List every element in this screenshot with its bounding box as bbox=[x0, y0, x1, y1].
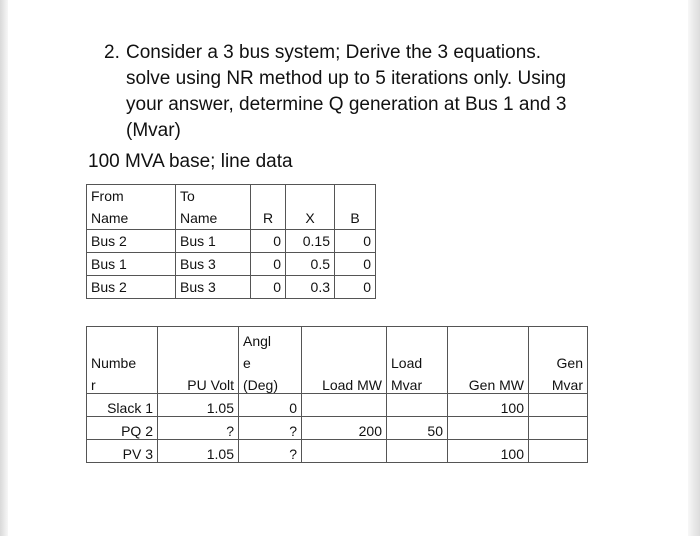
header-number-a: Numbe bbox=[87, 349, 158, 371]
cell-pu-volt: 1.05 bbox=[158, 394, 239, 417]
cell-to: Bus 1 bbox=[176, 230, 251, 253]
cell-x: 0.3 bbox=[286, 276, 335, 299]
line-header-row-bottom bbox=[87, 207, 376, 230]
problem-statement bbox=[104, 40, 624, 144]
header-x-spacer bbox=[286, 185, 335, 208]
cell-number: PQ 2 bbox=[87, 417, 158, 440]
line-header-row-top bbox=[87, 185, 376, 208]
cell-to: Bus 3 bbox=[176, 253, 251, 276]
cell-load-mvar bbox=[387, 394, 448, 417]
problem-line-3: your answer, determine Q generation at Bus 1 and 3 bbox=[126, 94, 567, 115]
problem-line-4: (Mvar) bbox=[126, 120, 181, 141]
cell-to: Bus 3 bbox=[176, 276, 251, 299]
cell-gen-mw: 100 bbox=[448, 394, 529, 417]
hdr-spacer bbox=[387, 327, 448, 350]
header-b-spacer bbox=[335, 185, 376, 208]
cell-load-mvar bbox=[387, 440, 448, 463]
table-row bbox=[87, 440, 588, 463]
page-edge-left bbox=[0, 0, 8, 536]
header-angle-a: Angl bbox=[239, 327, 302, 350]
cell-number: PV 3 bbox=[87, 440, 158, 463]
hdr-spacer bbox=[448, 327, 529, 350]
header-from: From bbox=[87, 185, 176, 208]
cell-pu-volt: ? bbox=[158, 417, 239, 440]
header-load-mw: Load MW bbox=[302, 371, 387, 394]
hdr-spacer bbox=[302, 327, 387, 350]
header-pu-volt: PU Volt bbox=[158, 371, 239, 394]
header-number-b: r bbox=[87, 371, 158, 394]
cell-load-mw bbox=[302, 440, 387, 463]
cell-from: Bus 1 bbox=[87, 253, 176, 276]
hdr-spacer bbox=[158, 327, 239, 350]
hdr-spacer bbox=[529, 327, 588, 350]
bus-data-table bbox=[86, 326, 588, 463]
cell-load-mvar: 50 bbox=[387, 417, 448, 440]
cell-load-mw: 200 bbox=[302, 417, 387, 440]
header-gen-mvar-b: Mvar bbox=[529, 371, 588, 394]
hdr-spacer bbox=[302, 349, 387, 371]
cell-r: 0 bbox=[251, 276, 286, 299]
bus-header-row-3 bbox=[87, 371, 588, 394]
header-to-name: Name bbox=[176, 207, 251, 230]
cell-x: 0.5 bbox=[286, 253, 335, 276]
cell-gen-mw bbox=[448, 417, 529, 440]
cell-angle: ? bbox=[239, 417, 302, 440]
table-row bbox=[87, 276, 376, 299]
table-row bbox=[87, 230, 376, 253]
cell-gen-mw: 100 bbox=[448, 440, 529, 463]
cell-b: 0 bbox=[335, 230, 376, 253]
table-row bbox=[87, 394, 588, 417]
header-load-mvar-b: Mvar bbox=[387, 371, 448, 394]
cell-angle: 0 bbox=[239, 394, 302, 417]
problem-line-2: solve using NR method up to 5 iterations only. Using bbox=[126, 68, 567, 89]
hdr-spacer bbox=[87, 327, 158, 350]
cell-b: 0 bbox=[335, 253, 376, 276]
header-gen-mvar-a: Gen bbox=[529, 349, 588, 371]
cell-from: Bus 2 bbox=[87, 276, 176, 299]
header-to: To bbox=[176, 185, 251, 208]
line-data-table bbox=[86, 184, 376, 299]
table-row bbox=[87, 253, 376, 276]
cell-gen-mvar bbox=[529, 394, 588, 417]
cell-x: 0.15 bbox=[286, 230, 335, 253]
hdr-spacer bbox=[158, 349, 239, 371]
cell-number: Slack 1 bbox=[87, 394, 158, 417]
header-r: R bbox=[251, 207, 286, 230]
bus-header-row-1 bbox=[87, 327, 588, 350]
hdr-spacer bbox=[448, 349, 529, 371]
bus-header-row-2 bbox=[87, 349, 588, 371]
cell-gen-mvar bbox=[529, 440, 588, 463]
header-gen-mw: Gen MW bbox=[448, 371, 529, 394]
header-load-mvar-a: Load bbox=[387, 349, 448, 371]
cell-pu-volt: 1.05 bbox=[158, 440, 239, 463]
page-edge-right bbox=[688, 0, 700, 536]
problem-text bbox=[126, 40, 624, 144]
cell-angle: ? bbox=[239, 440, 302, 463]
cell-gen-mvar bbox=[529, 417, 588, 440]
cell-r: 0 bbox=[251, 230, 286, 253]
header-x: X bbox=[286, 207, 335, 230]
problem-line-1: Consider a 3 bus system; Derive the 3 equations. bbox=[126, 42, 542, 63]
cell-load-mw bbox=[302, 394, 387, 417]
cell-from: Bus 2 bbox=[87, 230, 176, 253]
header-angle-b: e bbox=[239, 349, 302, 371]
header-b: B bbox=[335, 207, 376, 230]
table-row bbox=[87, 417, 588, 440]
cell-b: 0 bbox=[335, 276, 376, 299]
base-caption: 100 MVA base; line data bbox=[88, 151, 293, 172]
cell-r: 0 bbox=[251, 253, 286, 276]
header-angle-c: (Deg) bbox=[239, 371, 302, 394]
problem-number: 2. bbox=[104, 42, 120, 63]
header-r-spacer bbox=[251, 185, 286, 208]
header-from-name: Name bbox=[87, 207, 176, 230]
